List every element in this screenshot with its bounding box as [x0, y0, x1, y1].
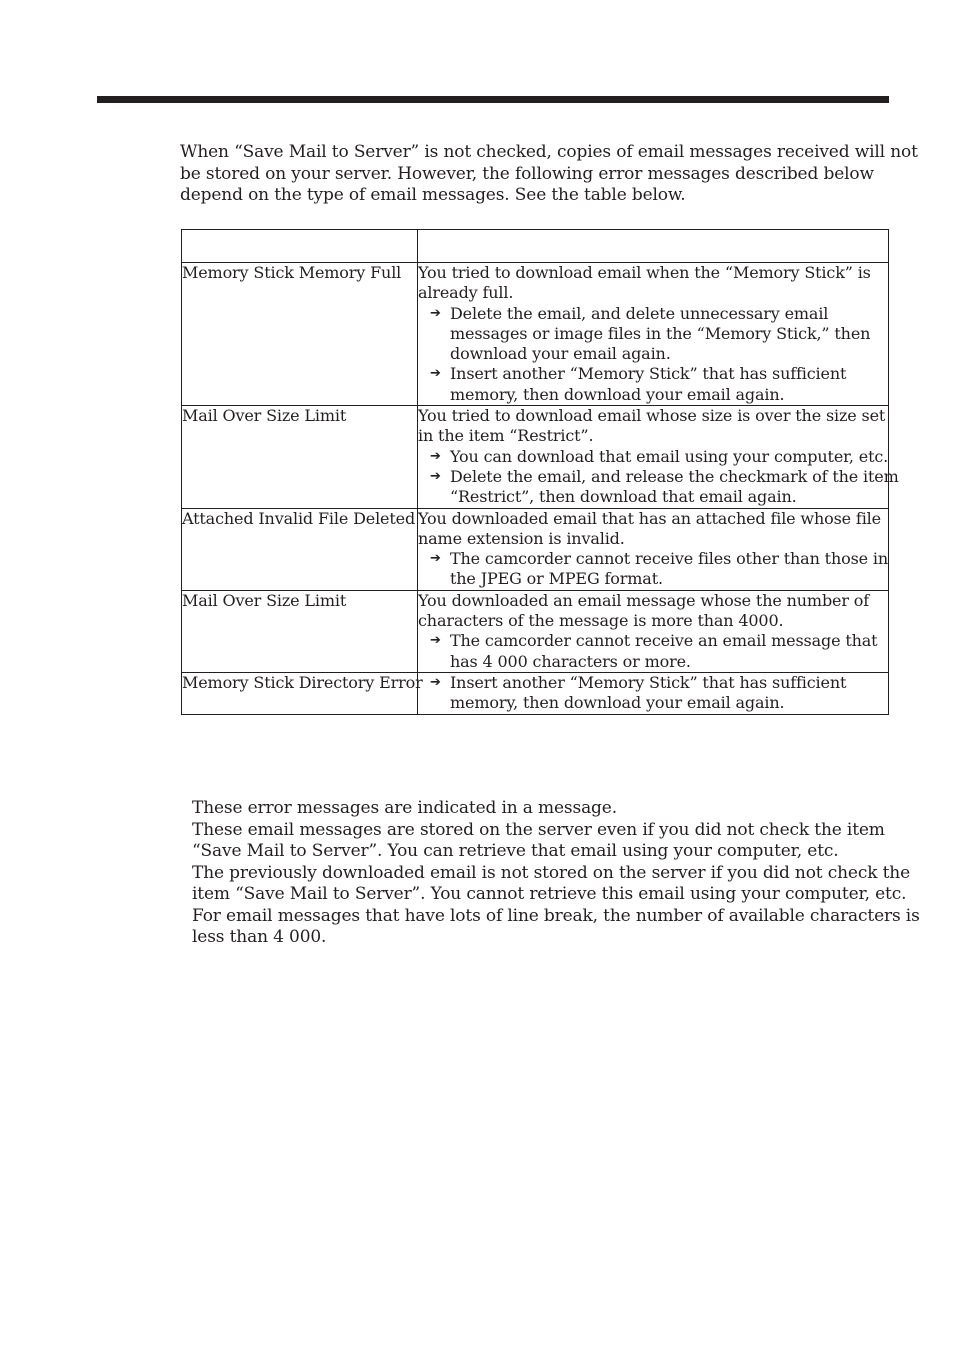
solution-line: You can download that email using your computer, etc.: [450, 446, 889, 466]
table-row: [182, 590, 889, 672]
solution-bullet: [418, 466, 899, 508]
cause-solution-cell: [418, 508, 889, 590]
intro-line: When “Save Mail to Server” is not checked, copies of email messages received will not: [180, 142, 918, 162]
note-line: These error messages are indicated in a message.: [192, 798, 617, 818]
solution-line: memory, then download your email again.: [450, 384, 785, 404]
solution-line: “Restrict”, then download that email again.: [450, 487, 797, 507]
error-message-cell: [182, 590, 418, 672]
solution-bullet: [418, 304, 888, 365]
arrow-right-icon: ➔: [430, 366, 441, 382]
header-message-cell: [182, 230, 418, 263]
header-rule: [97, 96, 889, 103]
error-message-text: Attached Invalid File Deleted: [182, 508, 416, 528]
note-line: These email messages are stored on the server even if you did not check the item: [192, 819, 885, 840]
note-line: item “Save Mail to Server”. You cannot retrieve this email using your computer, etc.: [192, 884, 907, 904]
solution-line: has 4 000 characters or more.: [450, 651, 691, 671]
error-message-cell: [182, 672, 423, 714]
solution-line: the JPEG or MPEG format.: [450, 569, 663, 589]
arrow-right-icon: ➔: [430, 448, 441, 464]
arrow-right-icon: ➔: [430, 468, 441, 484]
solution-line: Delete the email, and delete unnecessary email: [450, 303, 829, 323]
error-message-cell: [182, 508, 418, 590]
arrow-right-icon: ➔: [430, 674, 441, 690]
table-row: [182, 672, 889, 714]
cause-line: You downloaded email that has an attached file whose file: [418, 508, 881, 528]
cause-line: characters of the message is more than 4000.: [418, 611, 784, 631]
solution-bullet: [418, 673, 888, 714]
arrow-right-icon: ➔: [430, 305, 441, 321]
cause-line: in the item “Restrict”.: [418, 426, 594, 446]
table-row: [182, 406, 889, 508]
solution-line: Delete the email, and release the checkmark of the item: [450, 466, 899, 486]
error-message-cell: [182, 263, 418, 406]
note-line: For email messages that have lots of line break, the number of available characters is: [192, 905, 920, 926]
solution-line: The camcorder cannot receive an email message that: [450, 631, 878, 651]
cause-solution-cell: [418, 263, 889, 406]
cause-line: You tried to download email whose size is over the size set: [418, 406, 886, 426]
cause-solution-cell: [418, 590, 889, 672]
arrow-right-icon: ➔: [430, 633, 441, 649]
intro-line: depend on the type of email messages. See the table below.: [180, 185, 686, 205]
solution-line: Insert another “Memory Stick” that has sufficient: [450, 364, 847, 384]
solution-bullet: [418, 364, 888, 405]
intro-paragraph: [180, 142, 918, 207]
cause-solution-cell: [418, 672, 889, 714]
notes-section: [192, 798, 920, 949]
cause-line: You downloaded an email message whose the number of: [418, 590, 870, 610]
error-message-text: Mail Over Size Limit: [182, 590, 347, 610]
cause-line: already full.: [418, 283, 514, 303]
solution-bullet: [418, 447, 888, 467]
error-message-cell: [182, 406, 418, 508]
solution-bullet: [418, 631, 888, 672]
solution-line: memory, then download your email again.: [450, 693, 785, 713]
error-messages-table: [181, 229, 899, 715]
solution-line: Insert another “Memory Stick” that has sufficient: [450, 672, 847, 692]
error-message-text: Memory Stick Directory Error: [182, 672, 423, 692]
header-cause-cell: [418, 230, 889, 263]
note-line: “Save Mail to Server”. You can retrieve that email using your computer, etc.: [192, 841, 839, 861]
table-row: [182, 263, 889, 406]
solution-line: download your email again.: [450, 344, 671, 364]
table-row: [182, 508, 889, 590]
note-line: less than 4 000.: [192, 927, 327, 947]
cause-line: You tried to download email when the “Memory Stick” is: [418, 263, 871, 282]
solution-line: The camcorder cannot receive files other than those in: [450, 549, 889, 569]
error-message-text: Mail Over Size Limit: [182, 406, 347, 426]
intro-line: be stored on your server. However, the following error messages described below: [180, 163, 874, 184]
error-message-text: Memory Stick Memory Full: [182, 263, 402, 282]
cause-solution-cell: [418, 406, 899, 508]
arrow-right-icon: ➔: [430, 551, 441, 567]
cause-line: name extension is invalid.: [418, 528, 625, 548]
solution-bullet: [418, 549, 888, 590]
note-line: The previously downloaded email is not stored on the server if you did not check the: [192, 862, 910, 883]
solution-line: messages or image files in the “Memory Stick,” then: [450, 323, 871, 343]
table-header-row: [182, 230, 889, 263]
